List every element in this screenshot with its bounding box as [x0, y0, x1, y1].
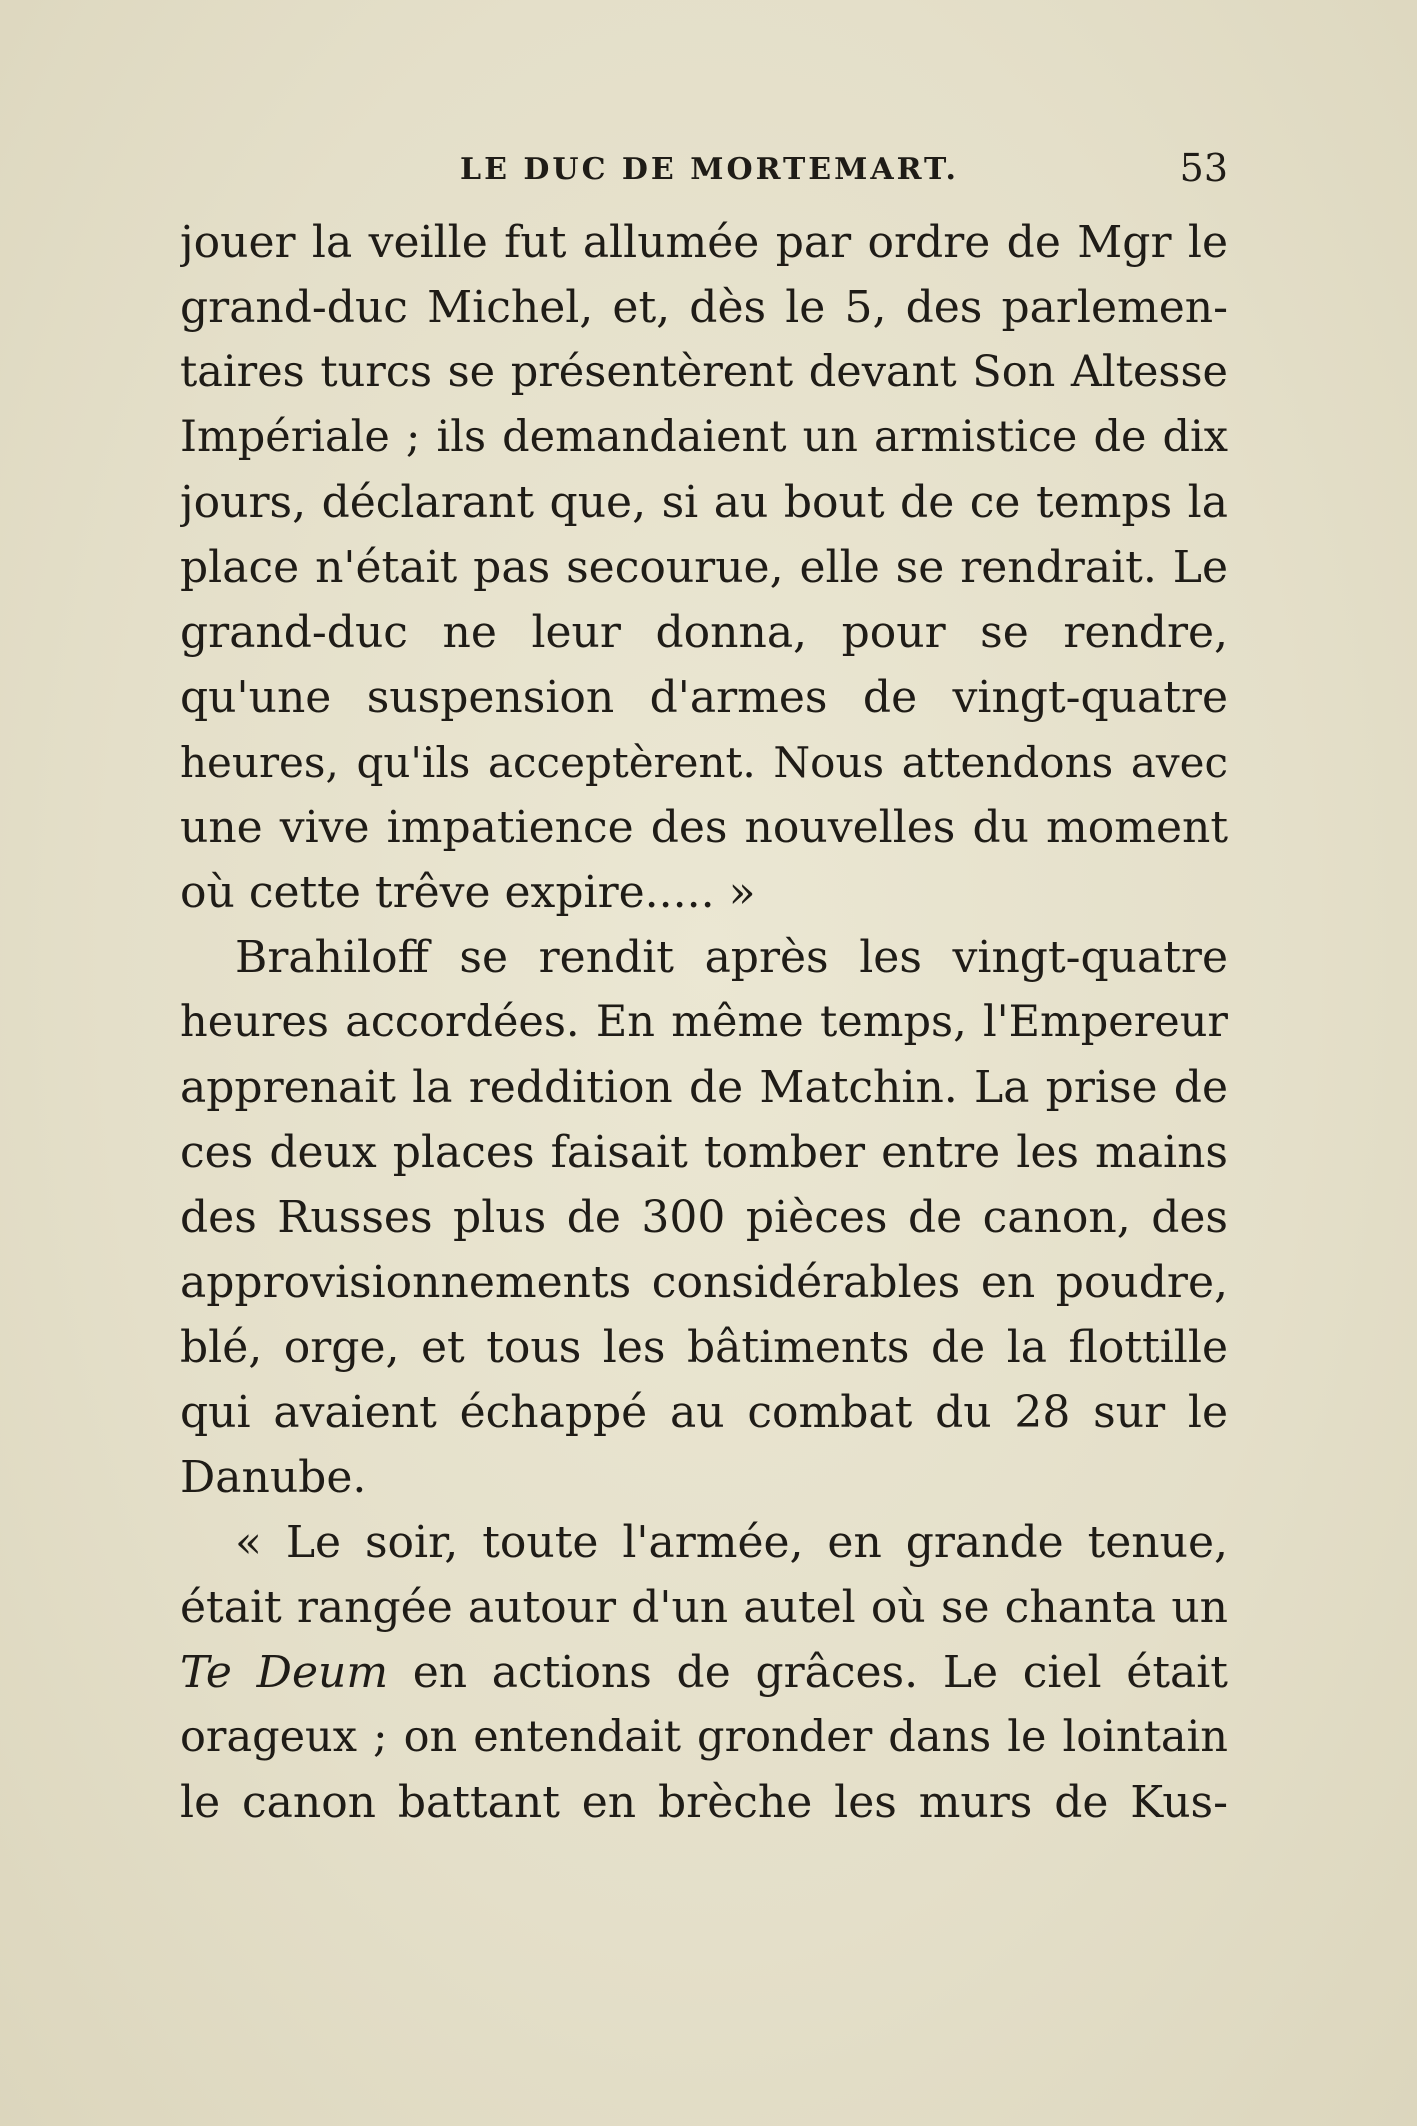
paragraph-3: [180, 1510, 1228, 1835]
text-line: Danube.: [180, 1452, 367, 1503]
paragraph-2: [180, 925, 1228, 1510]
text-line: qui avaient échappé au combat du 28 sur le: [180, 1387, 1228, 1438]
text-line: « Le soir, toute l'armée, en grande tenue,: [235, 1517, 1228, 1568]
text-segment: en actions de grâces. Le ciel était: [388, 1647, 1228, 1698]
text-line: où cette trêve expire..... »: [180, 867, 756, 918]
running-head: [180, 146, 1228, 192]
text-line: place n'était pas secourue, elle se rendrait. Le: [180, 542, 1228, 593]
page-number: 53: [1179, 146, 1228, 190]
text-line: était rangée autour d'un autel où se chanta un: [180, 1582, 1228, 1633]
paragraph-1: [180, 210, 1228, 925]
text-line: heures, qu'ils acceptèrent. Nous attendons avec: [180, 738, 1228, 787]
text-line: grand-duc ne leur donna, pour se rendre,: [180, 607, 1228, 658]
text-line: Impériale ; ils demandaient un armistice de dix: [180, 412, 1228, 462]
text-line: jouer la veille fut allumée par ordre de Mgr le: [180, 217, 1228, 268]
text-line: orageux ; on entendait gronder dans le lointain: [180, 1712, 1228, 1762]
text-line: des Russes plus de 300 pièces de canon, des: [180, 1192, 1228, 1243]
text-line: une vive impatience des nouvelles du moment: [180, 802, 1228, 853]
text-line: Brahiloff se rendit après les vingt-quatre: [235, 932, 1228, 983]
body-text: [180, 210, 1228, 1835]
text-line: [180, 1640, 1228, 1705]
text-line: le canon battant en brèche les murs de Kus-: [180, 1777, 1228, 1828]
text-line: jours, déclarant que, si au bout de ce temps la: [180, 477, 1228, 528]
text-line: qu'une suspension d'armes de vingt-quatre: [180, 672, 1228, 723]
text-line: heures accordées. En même temps, l'Empereur: [180, 997, 1228, 1047]
text-line: blé, orge, et tous les bâtiments de la flottille: [180, 1322, 1228, 1373]
text-line: approvisionnements considérables en poudre,: [180, 1257, 1228, 1308]
italic-text: Te Deum: [180, 1647, 389, 1698]
text-line: taires turcs se présentèrent devant Son Altesse: [180, 347, 1228, 397]
text-line: grand-duc Michel, et, dès le 5, des parlemen-: [180, 282, 1228, 333]
text-line: apprenait la reddition de Matchin. La prise de: [180, 1062, 1228, 1113]
running-head-title: LE DUC DE MORTEMART.: [460, 152, 959, 187]
text-line: ces deux places faisait tomber entre les mains: [180, 1127, 1228, 1178]
